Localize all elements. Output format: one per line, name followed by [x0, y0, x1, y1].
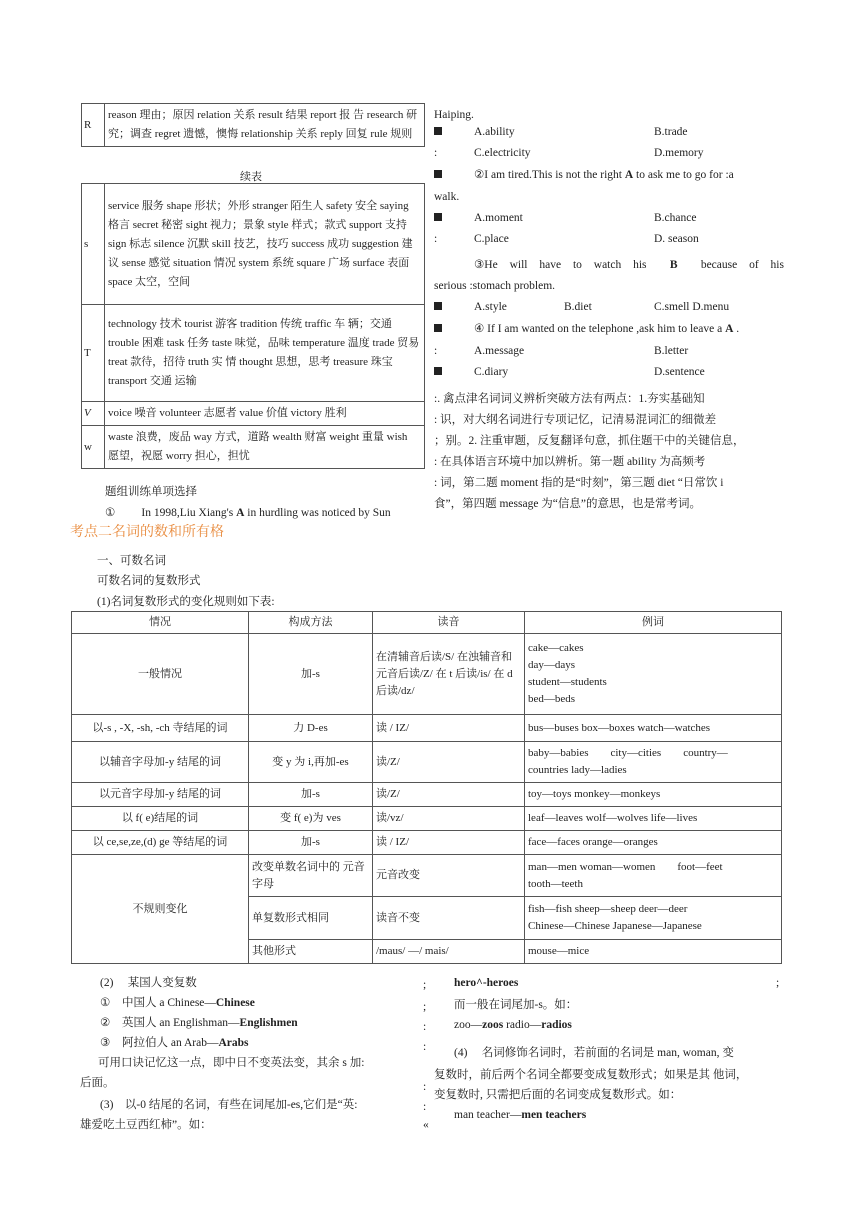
- option: D.memory: [654, 147, 704, 159]
- vocab-words: technology 技术 tourist 游客 tradition 传统 traffic 车 辆；交通 trouble 困难 task 任务 taste 味觉，品味 temperature 温度 trade 贸易 treat 款待，招待 truth 实 情 thought 思想，思考 treasure 珠宝 transport 交通 运输: [105, 305, 425, 402]
- list-number: ③: [100, 1037, 111, 1049]
- bullet-icon: [434, 170, 442, 178]
- option: A.style: [474, 301, 507, 313]
- table-row: 以 f( e)结尾的词 变 f( e)为 ves 读/vz/ leaf—leaves wolf—wolves life—lives: [72, 807, 782, 831]
- vocab-words: service 服务 shape 形状；外形 stranger 陌生人 safety 安全 saying 格言 secret 秘密 sight 视力；景象 style 样式；款式 support 支持 sign 标志 silence 沉默 skill 技艺，技巧 success 成功 suggestion 建议 sense 感觉 situation 情况 system 系统 square 广场 surface 表面 space 太空，空间: [105, 184, 425, 305]
- answer-blank: A: [725, 323, 734, 335]
- table-header: 情况: [72, 612, 249, 634]
- answer-blank: B: [669, 259, 678, 271]
- table-row: 不规则变化 改变单数名词中的 元音字母 元音改变 man—men woman—women foot—feet tooth—teeth: [72, 855, 782, 897]
- table-header: 例词: [525, 612, 782, 634]
- analysis-line: 食”，第四题 message 为“信息”的意思，也是常考词。: [434, 498, 702, 510]
- answer-blank: A: [624, 169, 634, 181]
- table-row: 其他形式 /maus/ —/ mais/ mouse—mice: [72, 940, 782, 964]
- question-number: ①: [105, 507, 116, 519]
- list-number: ②: [100, 1017, 111, 1029]
- table-row: 以辅音字母加-y 结尾的词 变 y 为 i,再加-es 读/Z/ baby—babies city—cities country— countries lady—ladies: [72, 742, 782, 783]
- bullet-icon: [434, 213, 442, 221]
- bottom-right: hero^-heroes ; 而一般在词尾加-s。如： zoo—zoos radio—radios (4) 名词修饰名词时，若前面的名词是 man, woman, 变 复数时，前后两个名词全都要变成复数形式；如果是其 他词， 变复数时, 只需把后面的名词变成复数形式。如： man teacher—men teachers: [434, 977, 780, 1121]
- continued-label: 续表: [240, 171, 262, 183]
- vocab-words: reason 理由；原因 relation 关系 result 结果 report 报 告 research 研究；调查 regret 遗憾，懊悔 relationship 关系 reply 回复 rule 规则: [105, 104, 425, 147]
- bullet-icon: [434, 367, 442, 375]
- option: A.moment: [474, 212, 523, 224]
- question-4: ④ If I am wanted on the telephone ,ask him to leave a A .: [474, 323, 740, 335]
- bottom-left: (2) 某国人变复数 ① 中国人 a Chinese—Chinese ② 英国人 an Englishman—Englishmen ③ 阿拉伯人 an Arab—Arabs 可用口诀记忆这一点，即中日不变英法变，其余 s 加: 后面。 (3) 以-0 结尾的名词，有些在词尾加-es,它们是“英: 雄爱吃土豆西红柿”。如：: [80, 977, 365, 1131]
- table-row: 以-s , -X, -sh, -ch 寺结尾的词 力 D-es 读 / IZ/ bus—buses box—boxes watch—watches: [72, 715, 782, 742]
- table-header: 读音: [373, 612, 525, 634]
- vocab-letter: R: [82, 104, 105, 147]
- heading-rules: (1)名词复数形式的变化规则如下表:: [97, 596, 275, 608]
- option: B.trade: [654, 126, 688, 138]
- analysis-line: : 词，第二题 moment 指的是“时刻”，第三题 diet “日常饮 i: [434, 477, 724, 489]
- vocab-letter: T: [82, 305, 105, 402]
- vocab-letter: s: [82, 184, 105, 305]
- option: D.sentence: [654, 366, 705, 378]
- bullet-icon: [434, 127, 442, 135]
- margin-marks: ; ; : : : : «: [423, 979, 429, 1131]
- option: A.ability: [474, 126, 515, 138]
- bullet-icon: [434, 302, 442, 310]
- table-row: 一般情况 加-s 在清辅音后读/S/ 在浊辅音和元音后读/Z/ 在 t 后读/is/ 在 d 后读/dz/ cake—cakes day—days student—students bed—beds: [72, 634, 782, 715]
- bullet-icon: [434, 324, 442, 332]
- option: D. season: [654, 233, 699, 245]
- vocab-words: voice 噪音 volunteer 志愿者 value 价值 victory 胜利: [105, 402, 425, 426]
- plural-rules-table: [71, 611, 782, 964]
- answer-blank: A: [236, 507, 245, 519]
- option: C.smell D.menu: [654, 301, 730, 313]
- vocab-letter: w: [82, 426, 105, 469]
- analysis-line: : 识，对大纲名词进行专项记忆，记清易混词汇的细微差: [434, 414, 717, 426]
- list-number: ①: [100, 997, 111, 1009]
- vocab-letter: V: [82, 402, 105, 426]
- option: B.letter: [654, 345, 689, 357]
- option: C.diary: [474, 366, 509, 378]
- question-1: ① In 1998,Liu Xiang's A in hurdling was noticed by Sun: [105, 503, 391, 523]
- table-header: 构成方法: [249, 612, 373, 634]
- table-row: 单复数形式相同 读音不变 fish—fish sheep—sheep deer—deer Chinese—Chinese Japanese—Japanese: [72, 897, 782, 940]
- question-2: ②I am tired.This is not the right A to ask me to go for :a: [474, 169, 734, 181]
- section-title: 考点二名词的数和所有格: [70, 525, 224, 540]
- option: A.message: [474, 345, 525, 357]
- heading-countable: 一、可数名词: [97, 555, 166, 567]
- right-column: Haiping. A.ability B.trade : C.electricity D.memory ②I am tired.This is not the right A to ask me to go for :a walk. A.moment B.chance : C.place D. season ③He will have to watch his B because of his serious :stomach problem. A.style B.diet C.smell D.menu ④ If I am wanted on the telephone ,ask him to leave a A . : A.message B.letter C.diary D.sentence :. 禽点津名词词义辨析突破方法有两点：1.夯实基础知 : 识，对大纲名词进行专项记忆，记清易混词汇的细微差 ；别。2. 注重审题，反复翻译句意，抓住题干中的关键信息， : 在具体语言环境中加以辨析。第一题 ability 为高频考 : 词，第二题 moment 指的是“时刻”，第三题 diet “日常饮 i 食”，第四题 message 为“信息”的意思，也是常考词。: [434, 105, 786, 525]
- vocab-table-r: [81, 103, 425, 147]
- table-row: 以元音字母加-y 结尾的词 加-s 读/Z/ toy—toys monkey—monkeys: [72, 783, 782, 807]
- option: C.place: [474, 233, 509, 245]
- vocab-words: waste 浪费，废品 way 方式，道路 wealth 财富 weight 重量 wish 愿望，祝愿 worry 担心，担忧: [105, 426, 425, 469]
- drill-title: 题组训练单项选择: [105, 486, 197, 498]
- vocab-table-stvw: [81, 183, 425, 469]
- option: C.electricity: [474, 147, 531, 159]
- table-row: 以 ce,se,ze,(d) ge 等结尾的词 加-s 读 / IZ/ face—faces orange—oranges: [72, 831, 782, 855]
- question-3: ③He will have to watch his B because of his: [474, 255, 784, 275]
- analysis-line: : 在具体语言环境中加以辨析。第一题 ability 为高频考: [434, 456, 706, 468]
- analysis-line: ；别。2. 注重审题，反复翻译句意，抓住题干中的关键信息，: [434, 435, 745, 447]
- option: B.diet: [564, 301, 592, 313]
- option: B.chance: [654, 212, 697, 224]
- heading-plural: 可数名词的复数形式: [97, 575, 201, 587]
- analysis-line: :. 禽点津名词词义辨析突破方法有两点：1.夯实基础知: [434, 393, 705, 405]
